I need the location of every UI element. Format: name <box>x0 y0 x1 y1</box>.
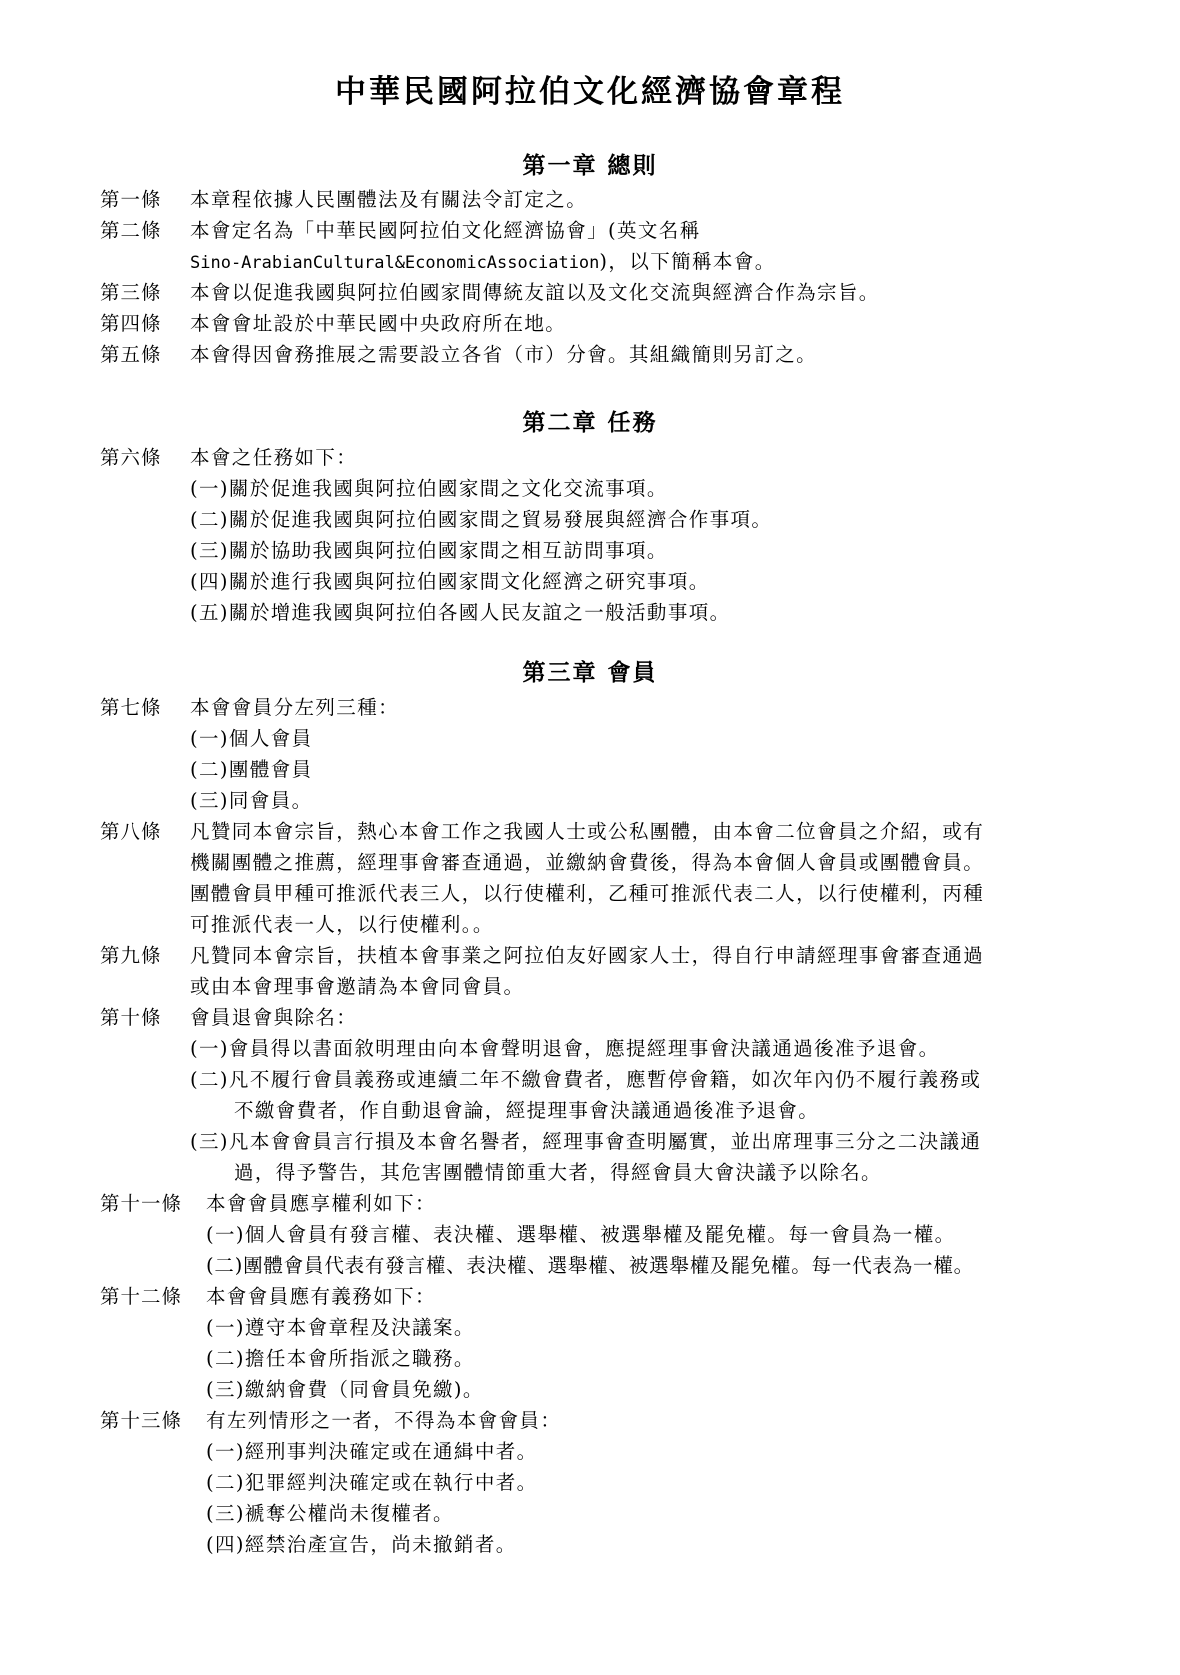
article-item: (二)關於促進我國與阿拉伯國家間之貿易發展與經濟合作事項。 <box>190 508 773 531</box>
chapter-heading: 第二章 任務 <box>522 409 658 436</box>
article-item: (二)擔任本會所指派之職務。 <box>206 1347 475 1370</box>
article-label: 第十條 <box>100 1006 162 1029</box>
article-item: (二)犯罪經判決確定或在執行中者。 <box>206 1471 538 1494</box>
article <box>100 308 1120 339</box>
article-item: (二)凡不履行會員義務或連續二年不繳會費者，應暫停會籍，如次年內仍不履行義務或 <box>190 1068 982 1091</box>
article-text <box>190 246 776 279</box>
article <box>100 940 1120 1002</box>
article-item: (二)團體會員代表有發言權、表決權、選舉權、被選舉權及罷免權。每一代表為一權。 <box>206 1254 974 1277</box>
article-label: 第九條 <box>100 944 162 967</box>
article-item: (三)同會員。 <box>190 789 313 812</box>
article <box>100 816 1120 940</box>
article-text: 本會之任務如下： <box>190 446 358 469</box>
article-text: 本會定名為「中華民國阿拉伯文化經濟協會」(英文名稱 <box>190 219 701 242</box>
article-text: 凡贊同本會宗旨，扶植本會事業之阿拉伯友好國家人士，得自行申請經理事會審查通過 <box>190 944 985 967</box>
article-text: 本會會員應有義務如下： <box>206 1285 436 1308</box>
article-text: 團體會員甲種可推派代表三人，以行使權利，乙種可推派代表二人，以行使權利，丙種 <box>190 882 985 905</box>
article-label: 第十二條 <box>100 1285 183 1308</box>
article-item: (一)遵守本會章程及決議案。 <box>206 1316 475 1339</box>
article <box>100 184 1120 215</box>
article-item-continuation: 不繳會費者，作自動退會論，經提理事會決議通過後准予退會。 <box>234 1099 820 1122</box>
article-item: (一)經刑事判決確定或在通緝中者。 <box>206 1440 538 1463</box>
article-text: 凡贊同本會宗旨，熱心本會工作之我國人士或公私團體，由本會二位會員之介紹，或有 <box>190 820 985 843</box>
article-label: 第五條 <box>100 343 162 366</box>
article <box>100 215 1120 277</box>
article-label: 第十三條 <box>100 1409 183 1432</box>
article-label: 第四條 <box>100 312 162 335</box>
article <box>100 277 1120 308</box>
article-label: 第三條 <box>100 281 162 304</box>
article-text: 有左列情形之一者，不得為本會會員： <box>206 1409 562 1432</box>
article-item: (一)個人會員 <box>190 727 313 750</box>
article-text: 機關團體之推薦，經理事會審查通過，並繳納會費後，得為本會個人會員或團體會員。 <box>190 851 985 874</box>
article-label: 第一條 <box>100 188 162 211</box>
article-item: (四)關於進行我國與阿拉伯國家間文化經濟之研究事項。 <box>190 570 710 593</box>
article-item: (三)褫奪公權尚未復權者。 <box>206 1502 454 1525</box>
article-label: 第八條 <box>100 820 162 843</box>
article <box>100 1002 1120 1188</box>
article-text: 本會會址設於中華民國中央政府所在地。 <box>190 312 567 335</box>
article-label: 第二條 <box>100 219 162 242</box>
article-item: (三)關於協助我國與阿拉伯國家間之相互訪問事項。 <box>190 539 668 562</box>
article-item: (五)關於增進我國與阿拉伯各國人民友誼之一般活動事項。 <box>190 601 731 624</box>
english-name: Sino-ArabianCultural&EconomicAssociation <box>190 253 600 273</box>
article-text: 本會以促進我國與阿拉伯國家間傳統友誼以及文化交流與經濟合作為宗旨。 <box>190 281 880 304</box>
article-item: (一)關於促進我國與阿拉伯國家間之文化交流事項。 <box>190 477 668 500</box>
article <box>100 1281 1120 1405</box>
chapter-heading: 第三章 會員 <box>522 659 658 686</box>
article-text: 可推派代表一人，以行使權利。。 <box>190 913 494 936</box>
article-label: 第六條 <box>100 446 162 469</box>
article <box>100 1405 1120 1560</box>
article-text: 會員退會與除名： <box>190 1006 358 1029</box>
article-text: 本會會員分左列三種： <box>190 696 400 719</box>
article-label: 第十一條 <box>100 1192 183 1215</box>
article <box>100 1188 1120 1281</box>
article-label: 第七條 <box>100 696 162 719</box>
article <box>100 692 1120 816</box>
article-text: 本會會員應享權利如下： <box>206 1192 436 1215</box>
article-text: 本會得因會務推展之需要設立各省（市）分會。其組織簡則另訂之。 <box>190 343 818 366</box>
article-item: (一)會員得以書面敘明理由向本會聲明退會，應提經理事會決議通過後准予退會。 <box>190 1037 940 1060</box>
article <box>100 339 1120 370</box>
article-item-continuation: 過，得予警告，其危害團體情節重大者，得經會員大會決議予以除名。 <box>234 1161 882 1184</box>
article-item: (二)團體會員 <box>190 758 313 781</box>
chapter-heading: 第一章 總則 <box>522 152 658 179</box>
article-item: (一)個人會員有發言權、表決權、選舉權、被選舉權及罷免權。每一會員為一權。 <box>206 1223 956 1246</box>
article-text-tail: )，以下簡稱本會。 <box>599 250 776 273</box>
article-item: (三)繳納會費（同會員免繳)。 <box>206 1378 484 1401</box>
document-title: 中華民國阿拉伯文化經濟協會章程 <box>335 74 845 110</box>
article-text: 本章程依據人民團體法及有關法令訂定之。 <box>190 188 588 211</box>
article-item: (三)凡本會會員言行損及本會名譽者，經理事會查明屬實，並出席理事三分之二決議通 <box>190 1130 982 1153</box>
article-item: (四)經禁治產宣告，尚未撤銷者。 <box>206 1533 517 1556</box>
article <box>100 442 1120 628</box>
article-text: 或由本會理事會邀請為本會同會員。 <box>190 975 525 998</box>
